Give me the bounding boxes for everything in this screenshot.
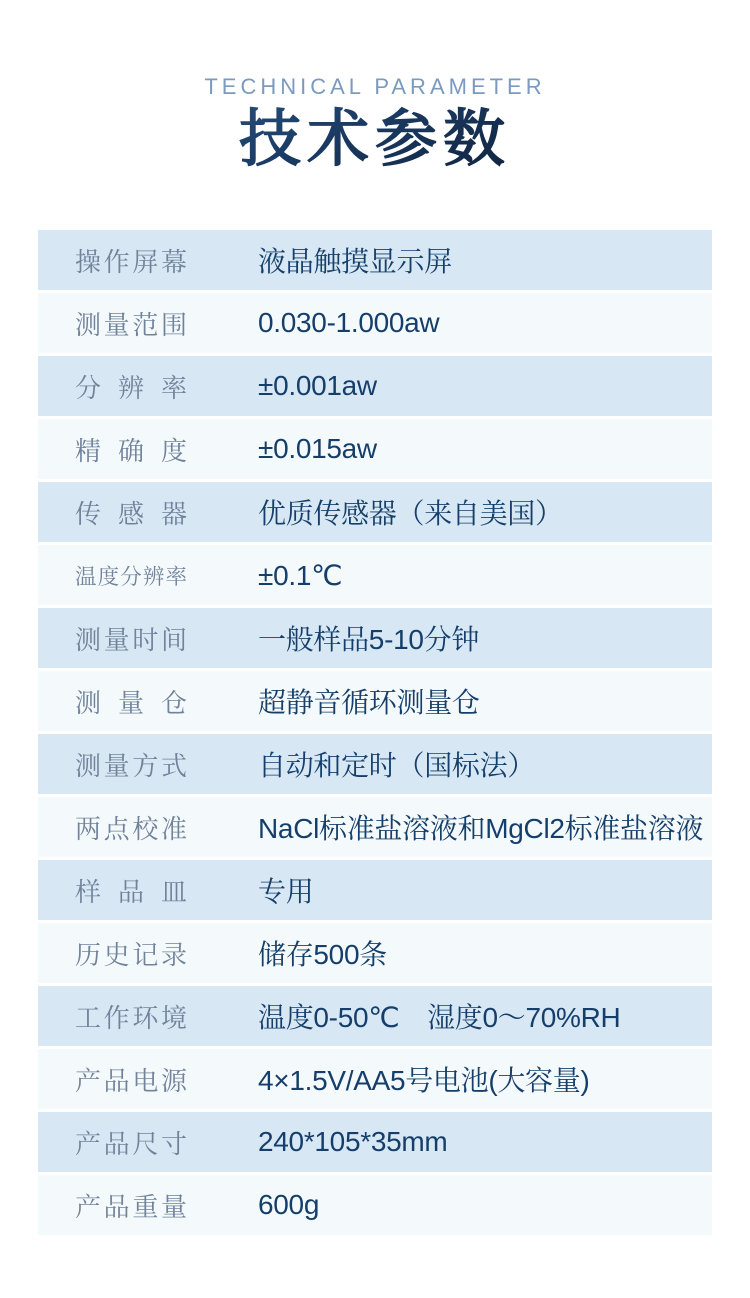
spec-value: NaCl标准盐溶液和MgCl2标准盐溶液 [258,813,704,844]
section-title: 技术参数 [0,106,750,174]
spec-label: 测量时间 [75,624,187,655]
spec-value: 温度0-50℃ 湿度0～70%RH [258,1002,621,1033]
spec-label: 工作环境 [75,1002,187,1033]
spec-value: 一般样品5-10分钟 [258,624,480,655]
spec-label: 历史记录 [75,939,187,970]
spec-label: 产品尺寸 [75,1128,187,1159]
spec-label: 操作屏幕 [75,246,187,277]
spec-label: 精确度 [75,435,187,466]
spec-value: 超静音循环测量仓 [258,687,480,718]
spec-row [38,482,712,542]
spec-value: 优质传感器（来自美国） [258,498,563,529]
spec-row [38,356,712,416]
spec-label: 测量方式 [75,750,187,781]
spec-row [38,797,712,857]
spec-row [38,734,712,794]
spec-label: 两点校准 [75,813,187,844]
spec-value: 600g [258,1189,320,1220]
spec-row [38,1175,712,1235]
spec-value: 液晶触摸显示屏 [258,246,452,277]
spec-value: ±0.1℃ [258,559,343,591]
spec-value: ±0.015aw [258,433,377,464]
spec-label: 传感器 [75,498,187,529]
spec-row [38,671,712,731]
section-subtitle: TECHNICAL PARAMETER [204,74,546,99]
spec-label: 温度分辨率 [75,564,187,589]
spec-table [38,230,712,1238]
spec-row [38,419,712,479]
spec-label: 分辨率 [75,372,187,403]
spec-row [38,1049,712,1109]
spec-value: 自动和定时（国标法） [258,750,536,781]
spec-row [38,860,712,920]
spec-row [38,986,712,1046]
spec-value: 4×1.5V/AA5号电池(大容量) [258,1065,590,1096]
spec-label: 测量范围 [75,309,187,340]
spec-value: 0.030-1.000aw [258,307,440,338]
spec-label: 产品电源 [75,1065,187,1096]
spec-row [38,1112,712,1172]
section-header [0,0,750,174]
spec-row [38,230,712,290]
spec-value: 240*105*35mm [258,1126,448,1157]
spec-row [38,923,712,983]
spec-value: 专用 [258,876,314,907]
spec-row [38,608,712,668]
spec-label: 产品重量 [75,1191,187,1222]
spec-label: 样品皿 [75,876,187,907]
spec-value: 储存500条 [258,939,387,970]
spec-value: ±0.001aw [258,370,377,401]
spec-row [38,545,712,605]
spec-row [38,293,712,353]
spec-label: 测量仓 [75,687,187,718]
